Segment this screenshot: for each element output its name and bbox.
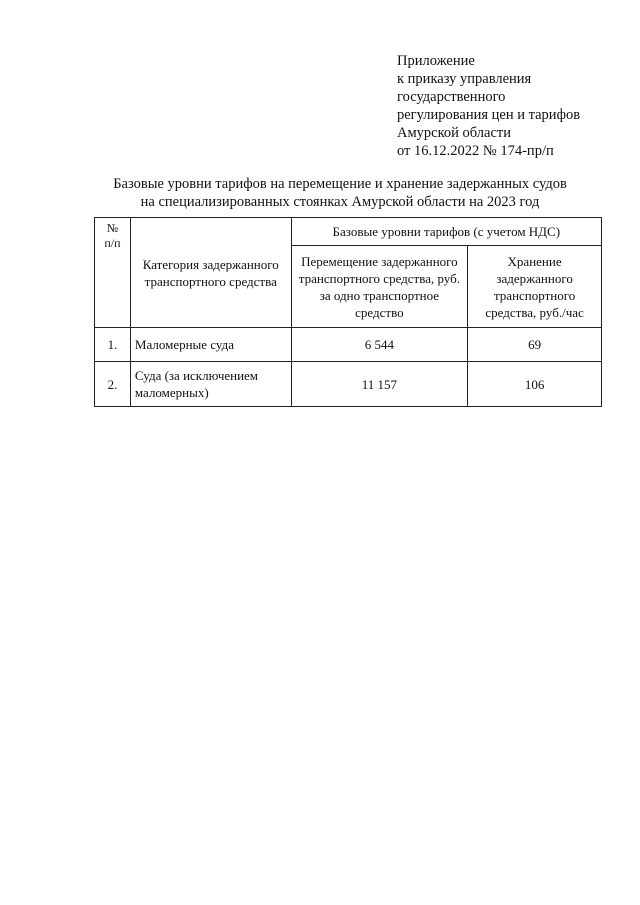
table-row <box>95 362 602 407</box>
tariffs-group-header: Базовые уровни тарифов (с учетом НДС) <box>291 218 601 246</box>
number-header-line2: п/п <box>104 236 121 250</box>
tariffs-table <box>94 217 602 407</box>
row-movement-tariff: 11 157 <box>291 362 468 407</box>
row-storage-tariff: 106 <box>468 362 602 407</box>
appendix-line: регулирования цен и тарифов <box>397 107 581 123</box>
row-movement-tariff: 6 544 <box>291 328 468 362</box>
appendix-line: к приказу управления <box>397 71 532 87</box>
document-title <box>60 175 620 211</box>
row-category: Суда (за исключением маломерных) <box>130 362 291 407</box>
storage-header: Хранение задержанного транспортного средства, руб./час <box>468 246 602 328</box>
appendix-line: от 16.12.2022 № 174-пр/п <box>397 143 554 159</box>
appendix-line: Амурской области <box>397 125 511 141</box>
appendix-block <box>397 52 627 160</box>
movement-header: Перемещение задержанного транспортного средства, руб. за одно транспортное средство <box>291 246 468 328</box>
table-row <box>95 328 602 362</box>
row-number: 2. <box>95 362 131 407</box>
row-storage-tariff: 69 <box>468 328 602 362</box>
row-number: 1. <box>95 328 131 362</box>
title-line: Базовые уровни тарифов на перемещение и хранение задержанных судов <box>113 176 567 192</box>
number-header-line1: № <box>106 221 119 235</box>
number-header <box>95 218 131 328</box>
appendix-line: Приложение <box>397 53 475 69</box>
title-line: на специализированных стоянках Амурской области на 2023 год <box>140 194 540 210</box>
appendix-line: государственного <box>397 89 506 105</box>
row-category: Маломерные суда <box>130 328 291 362</box>
header-row <box>95 218 602 246</box>
category-header: Категория задержанного транспортного средства <box>130 218 291 328</box>
